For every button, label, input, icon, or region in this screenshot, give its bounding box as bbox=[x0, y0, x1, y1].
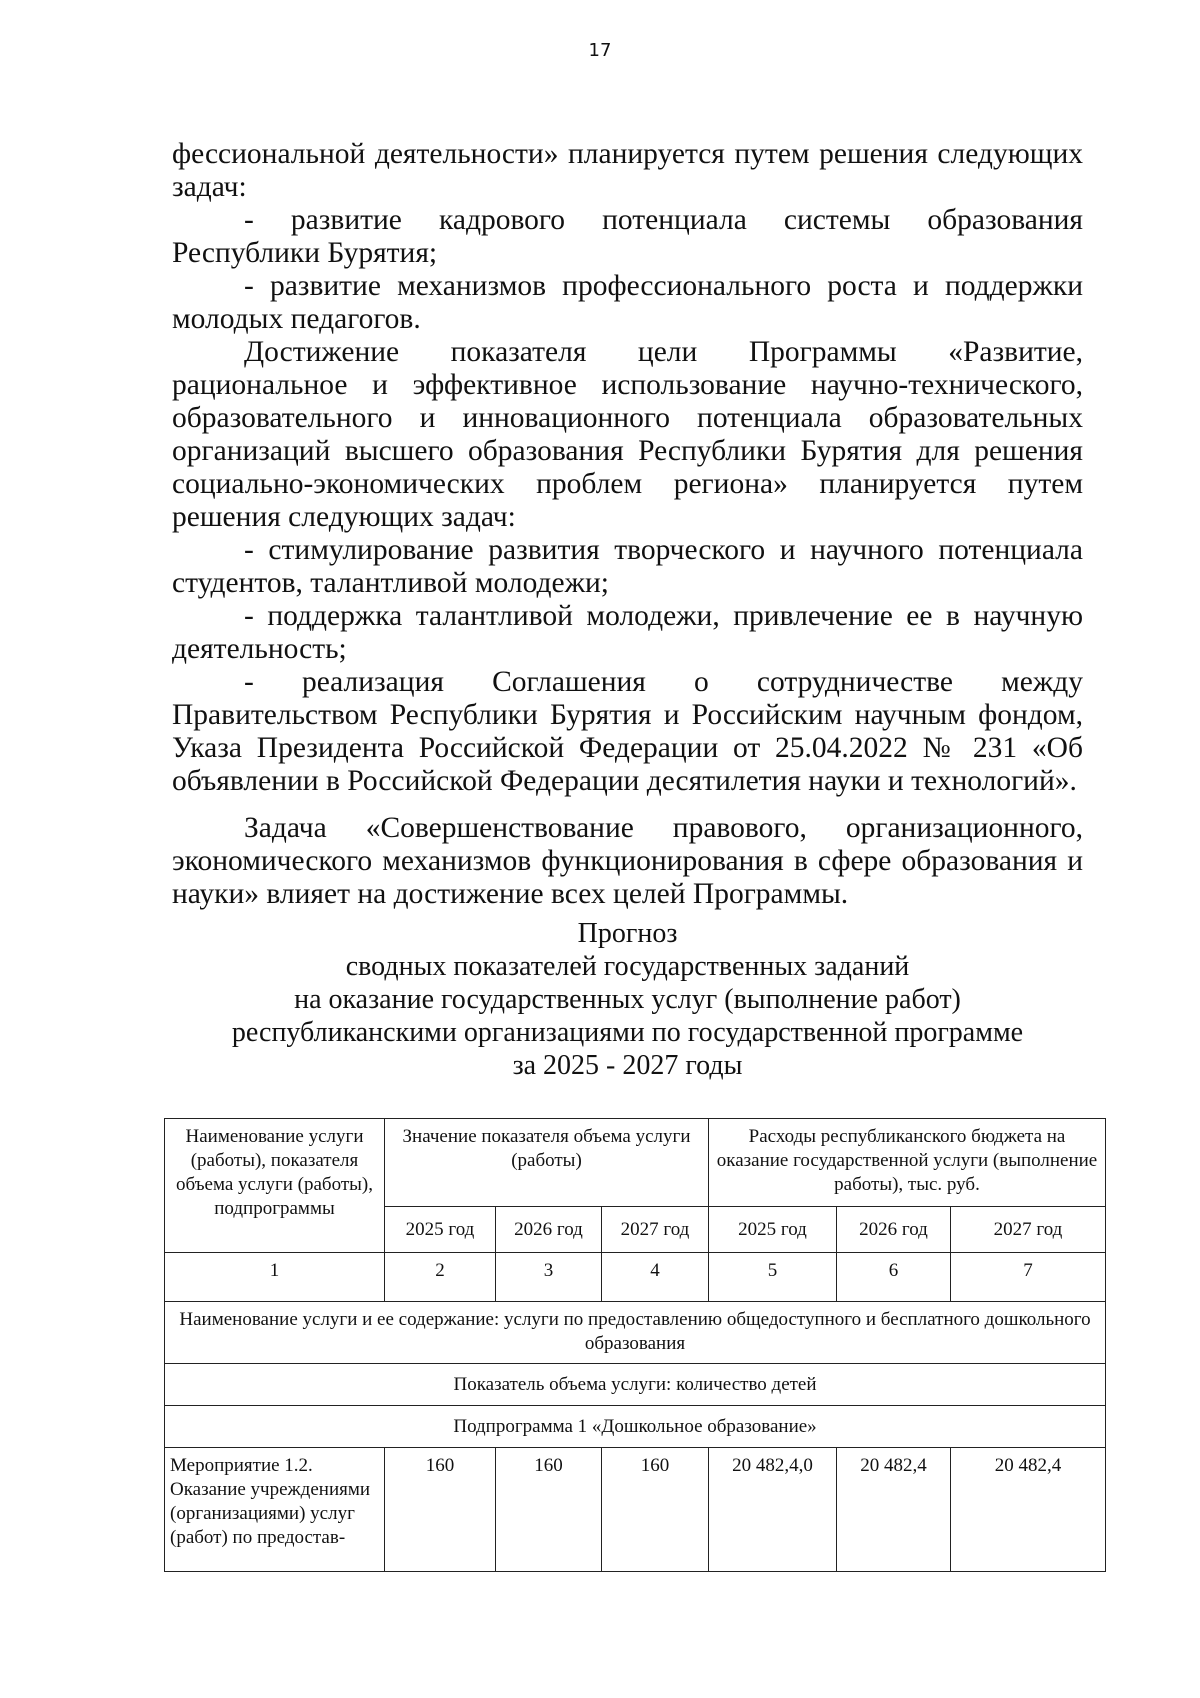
header-year-cell: 2025 год bbox=[385, 1207, 496, 1253]
column-number-cell: 1 bbox=[165, 1253, 385, 1302]
table-header-row bbox=[165, 1119, 1106, 1207]
measure-row bbox=[165, 1448, 1106, 1572]
measure-value-cell: 160 bbox=[496, 1448, 602, 1572]
forecast-title-line: за 2025 - 2027 годы bbox=[512, 1050, 743, 1081]
paragraph: - развитие кадрового потенциала системы образования Республики Бурятия; bbox=[172, 204, 1083, 269]
column-number-cell: 7 bbox=[951, 1253, 1106, 1302]
indicator-cell: Показатель объема услуги: количество детей bbox=[165, 1364, 1106, 1406]
measure-value-cell: 20 482,4,0 bbox=[709, 1448, 837, 1572]
column-number-row bbox=[165, 1253, 1106, 1302]
forecast-title-line: сводных показателей государственных заданий bbox=[345, 951, 910, 982]
header-year-cell: 2027 год bbox=[951, 1207, 1106, 1253]
header-year-cell: 2026 год bbox=[496, 1207, 602, 1253]
column-number-cell: 6 bbox=[837, 1253, 951, 1302]
column-number-cell: 2 bbox=[385, 1253, 496, 1302]
forecast-table bbox=[164, 1118, 1106, 1572]
service-cell: Наименование услуги и ее содержание: услуги по предоставлению общедоступного и бесплатного дошкольного образования bbox=[165, 1302, 1106, 1364]
paragraph: - поддержка талантливой молодежи, привлечение ее в научную деятельность; bbox=[172, 600, 1083, 665]
paragraph: Задача «Совершенствование правового, организационного, экономического механизмов функционирования в сфере образования и науки» влияет на достижение всех целей Программы. bbox=[172, 812, 1083, 910]
page-number: 17 bbox=[588, 40, 612, 61]
header-cell-expense: Расходы республиканского бюджета на оказание государственной услуги (выполнение работы), тыс. руб. bbox=[709, 1119, 1106, 1207]
paragraph: фессиональной деятельности» планируется путем решения следующих задач: bbox=[172, 138, 1083, 203]
header-year-cell: 2026 год bbox=[837, 1207, 951, 1253]
subprogram-cell: Подпрограмма 1 «Дошкольное образование» bbox=[165, 1406, 1106, 1448]
measure-value-cell: 160 bbox=[602, 1448, 709, 1572]
measure-value-cell: 20 482,4 bbox=[951, 1448, 1106, 1572]
measure-name-cell: Мероприятие 1.2. Оказание учреждениями (организациями) услуг (работ) по предостав- bbox=[165, 1448, 385, 1572]
indicator-row bbox=[165, 1364, 1106, 1406]
forecast-title-line: на оказание государственных услуг (выполнение работ) bbox=[294, 984, 961, 1015]
subprogram-row bbox=[165, 1406, 1106, 1448]
paragraph: Достижение показателя цели Программы «Развитие, рациональное и эффективное использование научно-технического, образовательного и инновационного потенциала образовательных организаций высшего образования Республики Бурятия для решения социально-экономических проблем региона» планируется путем решения следующих задач: bbox=[172, 336, 1083, 533]
forecast-title-line: Прогноз bbox=[577, 918, 678, 949]
forecast-title bbox=[150, 917, 1105, 1082]
measure-value-cell: 20 482,4 bbox=[837, 1448, 951, 1572]
header-cell-name: Наименование услуги (работы), показателя объема услуги (работы), подпрограммы bbox=[165, 1119, 385, 1253]
header-year-cell: 2025 год bbox=[709, 1207, 837, 1253]
column-number-cell: 5 bbox=[709, 1253, 837, 1302]
body-text bbox=[172, 138, 1083, 911]
column-number-cell: 4 bbox=[602, 1253, 709, 1302]
paragraph: - реализация Соглашения о сотрудничестве между Правительством Республики Бурятия и Российским научным фондом, Указа Президента Российской Федерации от 25.04.2022 № 231 «Об объявлении в Российской Федерации десятилетия науки и технологий». bbox=[172, 666, 1083, 797]
header-year-cell: 2027 год bbox=[602, 1207, 709, 1253]
service-row bbox=[165, 1302, 1106, 1364]
paragraph: - стимулирование развития творческого и научного потенциала студентов, талантливой молодежи; bbox=[172, 534, 1083, 599]
forecast-title-line: республиканскими организациями по государственной программе bbox=[231, 1017, 1024, 1048]
measure-value-cell: 160 bbox=[385, 1448, 496, 1572]
column-number-cell: 3 bbox=[496, 1253, 602, 1302]
header-cell-volume: Значение показателя объема услуги (работы) bbox=[385, 1119, 709, 1207]
paragraph: - развитие механизмов профессионального роста и поддержки молодых педагогов. bbox=[172, 270, 1083, 335]
